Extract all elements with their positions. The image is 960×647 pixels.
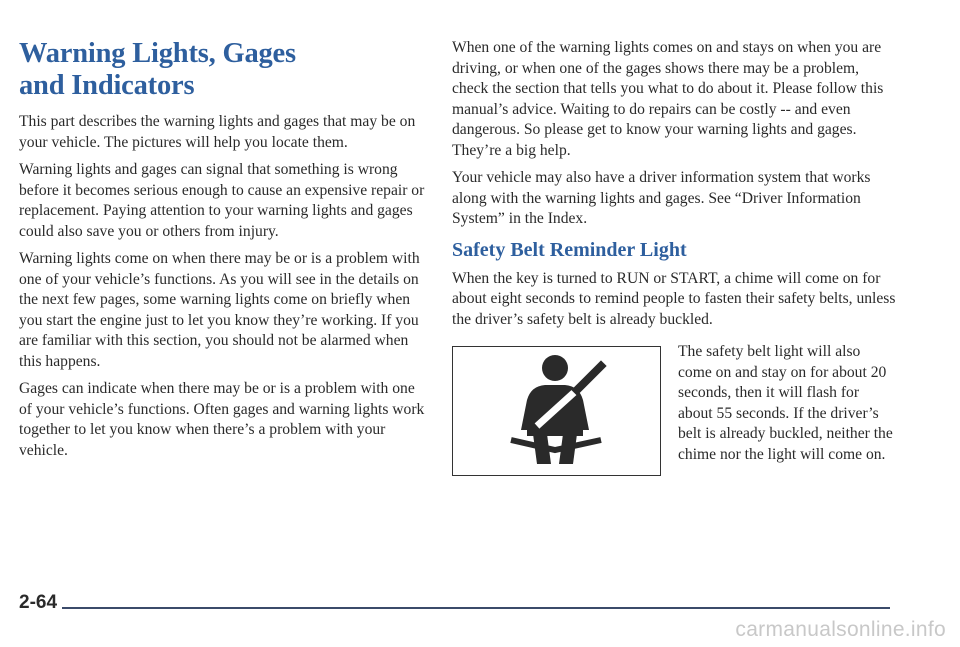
- right-column: [452, 38, 898, 522]
- driver-info-paragraph: Your vehicle may also have a driver information system that works along with the warning lights and gages. See “Driver Information System” in the Index.: [452, 169, 871, 227]
- figure-caption-text: The safety belt light will also come on and stay on for about 20 seconds, then it will flash for about 55 seconds. If the driver’s belt is already buckled, neither the chime nor the light will come on.: [678, 343, 893, 463]
- lights-paragraph: Warning lights come on when there may be or is a problem with one of your vehicle’s functions. As you will see in the details on the next few pages, some warning lights come on briefly when you start the engine just to let you know they’re working. If you are familiar with this section, you should not be alarmed when this happens.: [19, 250, 420, 370]
- figure-caption: [678, 342, 896, 472]
- page-number: 2-64: [19, 592, 58, 613]
- safety-belt-paragraph: When the key is turned to RUN or START, a chime will come on for about eight seconds to remind people to fasten their safety belts, unless the driver’s safety belt is already buckled.: [452, 269, 896, 328]
- safety-belt-heading: Safety Belt Reminder Light: [452, 238, 687, 261]
- watermark: carmanualsonline.info: [735, 618, 946, 641]
- safety-belt-icon-box: [452, 346, 661, 476]
- safety-belt-icon: [497, 352, 617, 470]
- heading-line-1: Warning Lights, Gages: [19, 38, 296, 69]
- gages-paragraph: Gages can indicate when there may be or is a problem with one of your vehicle’s functions. Often gages and warning lights work together to let you know when there’s a problem with your vehicle.: [19, 380, 425, 459]
- heading-line-2: and Indicators: [19, 70, 195, 101]
- left-column: [19, 38, 429, 468]
- warning-paragraph: Warning lights and gages can signal that something is wrong before it becomes serious enough to cause an expensive repair or replacement. Paying attention to your warning lights and gages could also save you or others from injury.: [19, 161, 425, 240]
- intro-paragraph: This part describes the warning lights and gages that may be on your vehicle. The pictures will help you locate them.: [19, 113, 416, 151]
- safety-belt-figure: [452, 342, 898, 522]
- section-heading: [19, 38, 429, 102]
- stays-on-paragraph: When one of the warning lights comes on and stays on when you are driving, or when one of the gages shows there may be a problem, check the section that tells you what to do about it. Please follow this manual’s advice. Waiting to do repairs can be costly -- and even dangerous. So please get to know your warning lights and gages. They’re a big help.: [452, 39, 884, 159]
- footer-rule: [62, 607, 890, 609]
